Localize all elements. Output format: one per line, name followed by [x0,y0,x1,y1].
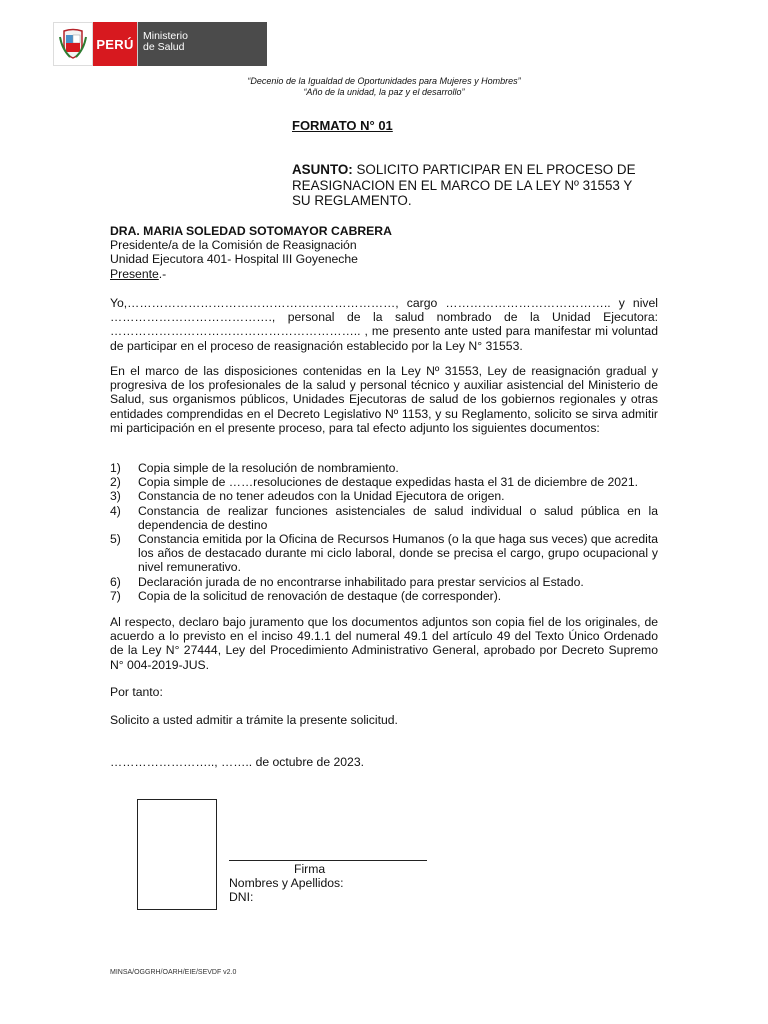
decenio-line2: “Año de la unidad, la paz y el desarrollo” [303,87,465,97]
list-item-text: Constancia emitida por la Oficina de Recursos Humanos (o la que haga sus veces) que acredita los años de destacado durante mi ciclo laboral, donde se precisa el cargo, grupo ocupacional y nivel remunerativo. [138,532,658,575]
list-item-text: Copia simple de ……resoluciones de destaque expedidas hasta el 31 de diciembre de 2021. [138,475,639,490]
decenio-header [0,76,768,98]
list-item [110,489,658,503]
list-item-number: 1) [110,461,121,475]
list-item [110,532,658,575]
firma-label: Firma [294,862,326,876]
list-item-number: 7) [110,588,121,603]
list-item [110,504,658,532]
paragraph-intro: Yo,…………………………………………………………, cargo ………………………………….. y nivel …………………………………., personal de la salud nombrado de la Unidad Ejecutora: …………………………………………………….. , me presento ante usted para manifestar mi voluntad de participar en el proceso de reasignación establecido por la Ley N° 31553. [110,296,658,353]
signature-block [229,862,389,904]
paragraph-legal-basis: En el marco de las disposiciones contenidas en la Ley Nº 31553, Ley de reasignación gradual y progresiva de los profesionales de la salud y personal técnico y auxiliar asistencial del Ministerio de Salud, sus organismos públicos, Unidades Ejecutoras de salud de los gobiernos regionales y otras entidades comprendidas en el Decreto Legislativo Nº 1153, y su Reglamento, solicito se sirva admitir mi participación en el presente proceso, para tal efecto adjunto los siguientes documentos: [110,364,658,435]
list-item-number: 6) [110,574,121,589]
presente-suffix: .- [158,266,167,281]
recipient-name: DRA. MARIA SOLEDAD SOTOMAYOR CABRERA [110,224,392,238]
recipient-role: Presidente/a de la Comisión de Reasignación [110,238,357,253]
list-item [110,589,658,603]
asunto [292,162,652,209]
documents-list [110,461,658,603]
nombres-label: Nombres y Apellidos: [229,876,344,890]
asunto-text: SOLICITO PARTICIPAR EN EL PROCESO DE REASIGNACION EN EL MARCO DE LA LEY Nº 31553 Y SU REGLAMENTO. [292,162,636,208]
presente-line [110,267,658,281]
list-item [110,461,658,475]
list-item-text: Constancia de realizar funciones asistenciales de salud individual o salud pública en la dependencia de destino [138,503,658,532]
formato-title: FORMATO N° 01 [292,118,393,133]
asunto-label: ASUNTO: [292,162,353,177]
paragraph-declaration: Al respecto, declaro bajo juramento que los documentos adjuntos son copia fiel de los originales, de acuerdo a lo previsto en el inciso 49.1.1 del numeral 49.1 del artículo 49 del Texto Único Ordenado de la Ley N° 27444, Ley del Procedimiento Administrativo General, aprobado por Decreto Supremo N° 004-2019-JUS. [110,615,658,672]
recipient-block [110,224,658,281]
list-item-text: Declaración jurada de no encontrarse inhabilitado para prestar servicios al Estado. [138,574,584,589]
coat-of-arms-icon [53,22,93,66]
ministry-logo [53,22,267,66]
signature-line [229,860,427,861]
dni-label: DNI: [229,890,254,904]
photo-box [137,799,217,910]
logo-country: PERÚ [93,22,137,66]
list-item-text: Copia simple de la resolución de nombramiento. [138,461,399,475]
solicito-line: Solicito a usted admitir a trámite la presente solicitud. [110,713,398,727]
list-item-text: Constancia de no tener adeudos con la Unidad Ejecutora de origen. [138,489,505,504]
list-item-number: 4) [110,503,121,518]
decenio-line1: “Decenio de la Igualdad de Oportunidades para Mujeres y Hombres” [247,76,521,86]
recipient-unit: Unidad Ejecutora 401- Hospital III Goyeneche [110,252,358,267]
logo-ministry [137,22,267,66]
logo-ministry-line1: Ministerio [143,30,188,42]
date-line: …………………….., …….. de octubre de 2023. [110,755,364,769]
logo-ministry-line2: de Salud [143,41,185,53]
list-item-text: Copia de la solicitud de renovación de destaque (de corresponder). [138,588,502,603]
list-item-number: 5) [110,532,121,547]
list-item [110,475,658,489]
presente: Presente [110,266,159,281]
list-item-number: 3) [110,489,121,504]
list-item [110,575,658,589]
por-tanto: Por tanto: [110,685,163,699]
footer-code: MINSA/OGGRH/OARH/EIE/SEVDF v2.0 [110,969,237,976]
list-item-number: 2) [110,475,121,490]
